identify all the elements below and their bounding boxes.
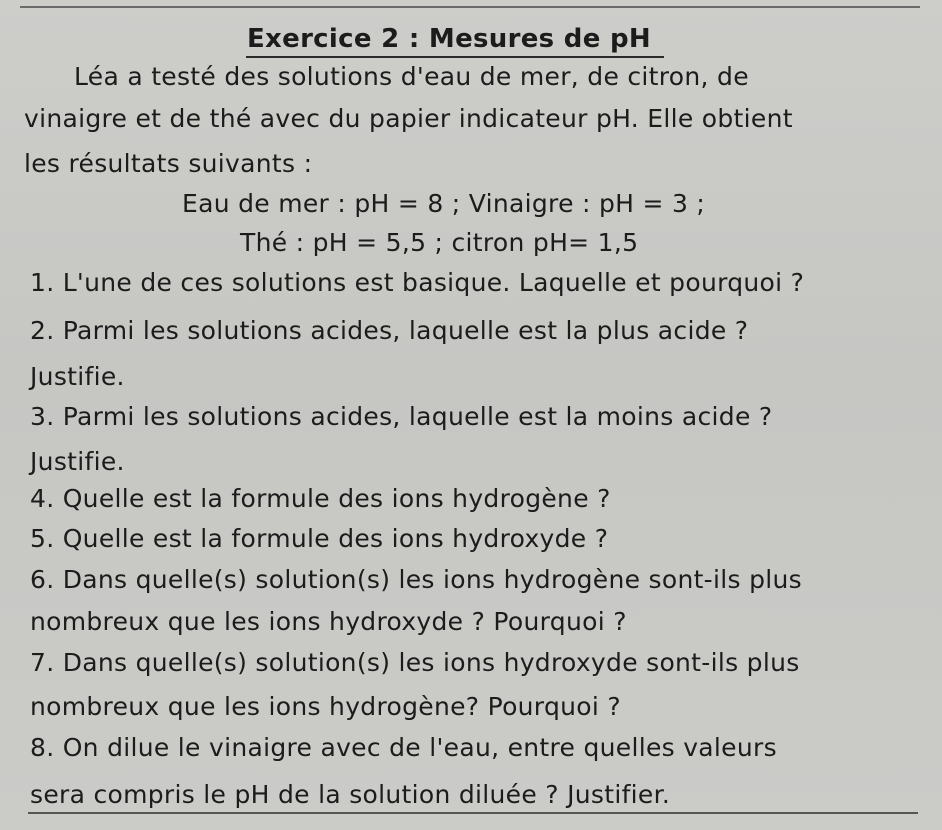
intro-line-2: vinaigre et de thé avec du papier indicateur pH. Elle obtient bbox=[24, 104, 793, 133]
question-6: 6. Dans quelle(s) solution(s) les ions hydrogène sont-ils plus bbox=[30, 565, 802, 594]
intro-line-1: Léa a testé des solutions d'eau de mer, de citron, de bbox=[74, 62, 749, 91]
question-7: 7. Dans quelle(s) solution(s) les ions hydroxyde sont-ils plus bbox=[30, 648, 800, 677]
title-underline bbox=[246, 56, 664, 58]
question-4: 4. Quelle est la formule des ions hydrogène ? bbox=[30, 484, 611, 513]
results-line-2: Thé : pH = 5,5 ; citron pH= 1,5 bbox=[240, 228, 639, 257]
question-3-justify: Justifie. bbox=[30, 447, 125, 476]
bottom-divider bbox=[28, 812, 918, 814]
results-line-1: Eau de mer : pH = 8 ; Vinaigre : pH = 3 ; bbox=[182, 189, 706, 218]
question-3: 3. Parmi les solutions acides, laquelle est la moins acide ? bbox=[30, 402, 773, 431]
question-1: 1. L'une de ces solutions est basique. Laquelle et pourquoi ? bbox=[30, 268, 805, 297]
question-8-continued: sera compris le pH de la solution diluée ? Justifier. bbox=[30, 780, 671, 809]
question-5: 5. Quelle est la formule des ions hydroxyde ? bbox=[30, 524, 609, 553]
question-2-justify: Justifie. bbox=[30, 362, 125, 391]
question-2: 2. Parmi les solutions acides, laquelle est la plus acide ? bbox=[30, 316, 749, 345]
intro-line-3: les résultats suivants : bbox=[24, 149, 313, 178]
question-8: 8. On dilue le vinaigre avec de l'eau, entre quelles valeurs bbox=[30, 733, 777, 762]
exercise-title: Exercice 2 : Mesures de pH bbox=[247, 24, 651, 54]
question-6-continued: nombreux que les ions hydroxyde ? Pourquoi ? bbox=[30, 607, 627, 636]
top-divider bbox=[20, 6, 920, 8]
question-7-continued: nombreux que les ions hydrogène? Pourquoi ? bbox=[30, 692, 621, 721]
